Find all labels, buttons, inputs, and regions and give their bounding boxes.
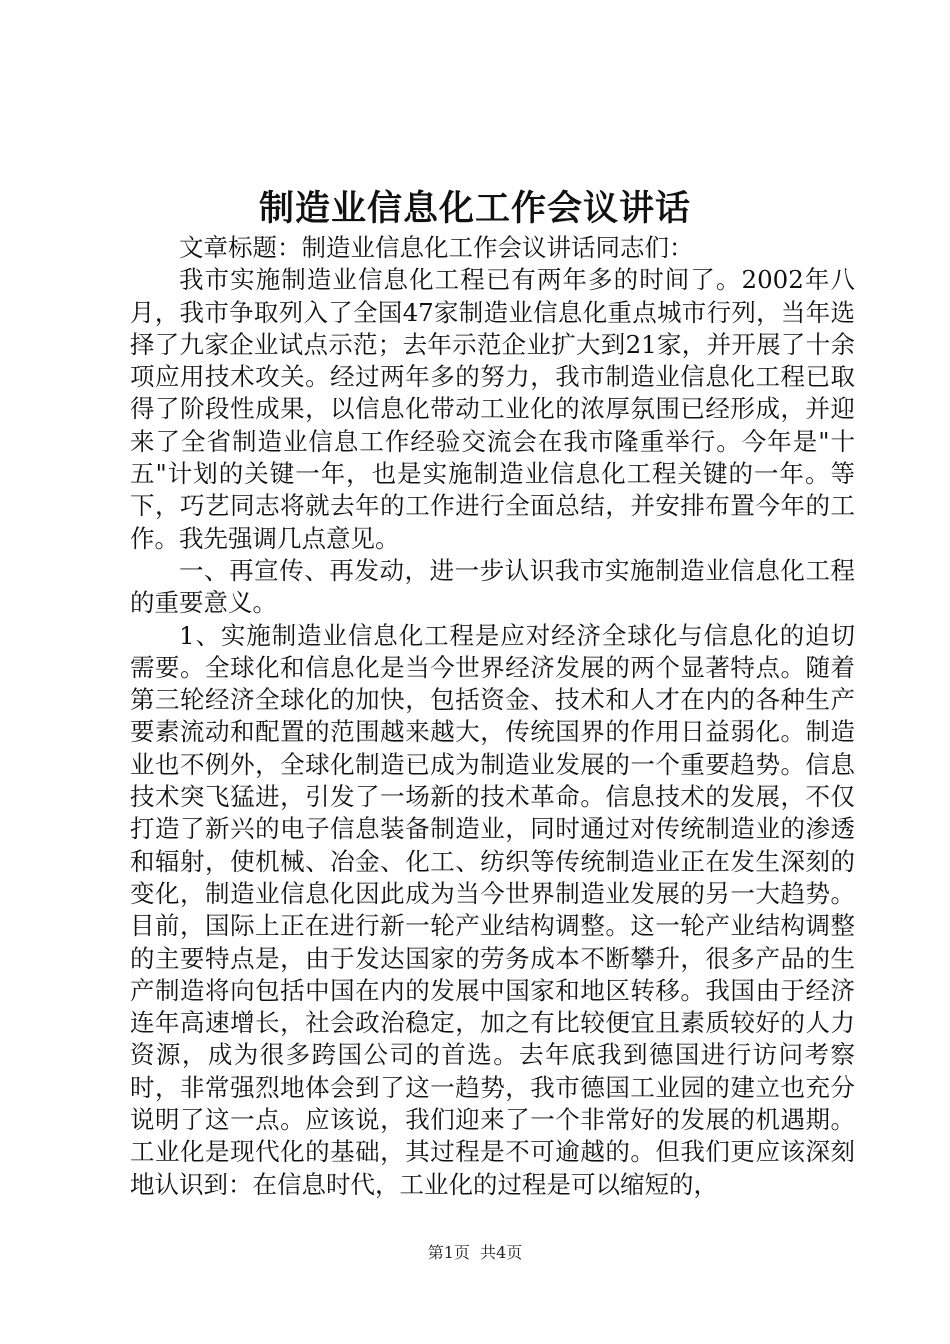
paragraph-point-1: 1、实施制造业信息化工程是应对经济全球化与信息化的迫切需要。全球化和信息化是当今世界经济发展的两个显著特点。随着第三轮经济全球化的加快，包括资金、技术和人才在内的各种生产要素流动和配置的范围越来越大，传统国界的作用日益弱化。制造业也不例外，全球化制造已成为制造业发展的一个重要趋势。信息技术突飞猛进，引发了一场新的技术革命。信息技术的发展，不仅打造了新兴的电子信息装备制造业，同时通过对传统制造业的渗透和辐射，使机械、冶金、化工、纺织等传统制造业正在发生深刻的变化，制造业信息化因此成为当今世界制造业发展的另一大趋势。目前，国际上正在进行新一轮产业结构调整。这一轮产业结构调整的主要特点是，由于发达国家的劳务成本不断攀升，很多产品的生产制造将向包括中国在内的发展中国家和地区转移。我国由于经济连年高速增长，社会政治稳定，加之有比较便宜且素质较好的人力资源，成为很多跨国公司的首选。去年底我到德国进行访问考察时，非常强烈地体会到了这一趋势，我市德国工业园的建立也充分说明了这一点。应该说，我们迎来了一个非常好的发展的机遇期。工业化是现代化的基础，其过程是不可逾越的。但我们更应该深刻地认识到：在信息时代，工业化的过程是可以缩短的， bbox=[130, 620, 855, 1199]
paragraph-section-heading: 一、再宣传、再发动，进一步认识我市实施制造业信息化工程的重要意义。 bbox=[130, 555, 855, 618]
document-body bbox=[130, 232, 855, 1201]
paragraph-intro: 我市实施制造业信息化工程已有两年多的时间了。2002年八月，我市争取列入了全国47家制造业信息化重点城市行列，当年选择了九家企业试点示范；去年示范企业扩大到21家，并开展了十余项应用技术攻关。经过两年多的努力，我市制造业信息化工程已取得了阶段性成果，以信息化带动工业化的浓厚氛围已经形成，并迎来了全省制造业信息工作经验交流会在我市隆重举行。今年是"十五"计划的关键一年，也是实施制造业信息化工程关键的一年。等下，巧艺同志将就去年的工作进行全面总结，并安排布置今年的工作。我先强调几点意见。 bbox=[130, 265, 855, 553]
page-number-label: 第1页 共4页 bbox=[427, 1243, 523, 1262]
page-footer bbox=[0, 1243, 950, 1263]
document-title: 制造业信息化工作会议讲话 bbox=[258, 188, 691, 229]
paragraph-article-heading: 文章标题：制造业信息化工作会议讲话同志们： bbox=[179, 233, 694, 262]
